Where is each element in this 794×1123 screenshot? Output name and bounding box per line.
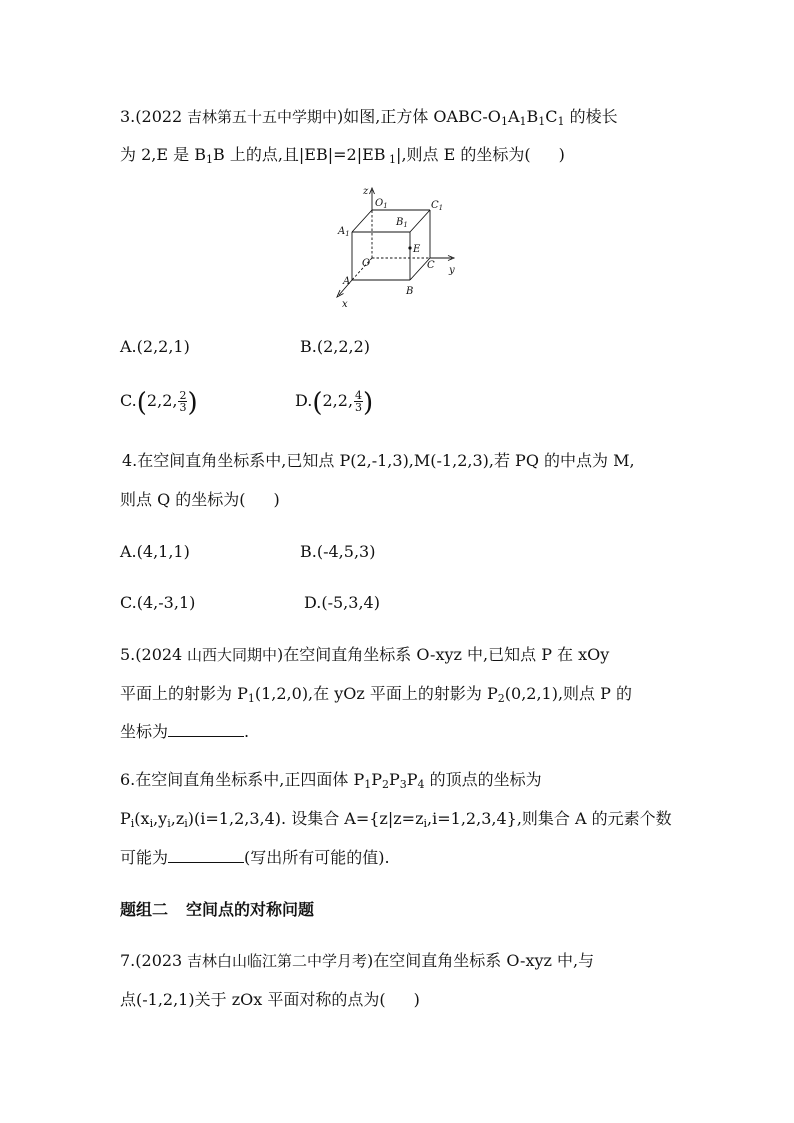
edge-a1-o1 <box>352 210 372 232</box>
label-y: y <box>449 265 455 276</box>
label-a: A <box>343 276 351 287</box>
q6-line2: $P_i(x_i,y_i,z_i)(i=1,2,3,4)$. 设集合 $A=\{z|z=z_i,i=1,2,3,4\}$,则集合 A 的元素个数 <box>120 809 672 830</box>
label-a1: $A_1$ <box>338 226 350 238</box>
cube-figure <box>330 180 470 315</box>
q6-line3: 可能为 (写出所有可能的值). <box>120 848 390 867</box>
q4-option-a[interactable]: A.(4,1,1) <box>120 542 190 561</box>
q5-line1: 5.(2024 山西大同期中)在空间直角坐标系 O-xyz 中,已知点 P 在 xOy <box>120 645 610 664</box>
q4-option-b[interactable]: B.(-4,5,3) <box>300 542 376 561</box>
q5-line3: 坐标为 . <box>120 722 250 741</box>
q3-option-c[interactable]: C.(2,2, $\frac{2}{3}$ ) <box>120 388 198 418</box>
q7-source: 吉林白山临江第二中学月考 <box>182 952 368 970</box>
label-c1: $C_1$ <box>431 200 444 212</box>
fraction: $\frac{2}{3}$ <box>179 389 187 414</box>
q4-line2: 则点 Q 的坐标为( ) <box>120 490 280 509</box>
q5-line2: 平面上的射影为 $P_1(1,2,0)$,在 yOz 平面上的射影为 $P_2(0,2,1)$,则点 P 的 <box>120 684 632 705</box>
label-z: z <box>363 186 369 197</box>
label-e: E <box>413 244 421 255</box>
q7-line1: 7.(2023 吉林白山临江第二中学月考)在空间直角坐标系 O-xyz 中,与 <box>120 951 595 970</box>
label-x: x <box>342 299 348 310</box>
q3-line2: 为 2,E 是 $B_1B$ 上的点,且|EB|=2|EB $_1$|,则点 E 的坐标为( ) <box>120 145 565 166</box>
label-b: B <box>406 286 414 297</box>
label-o: O <box>362 258 371 269</box>
point-e <box>408 246 411 249</box>
q3-option-d[interactable]: D.(2,2, $\frac{4}{3}$ ) <box>295 388 374 418</box>
answer-blank[interactable] <box>168 722 244 737</box>
q3-option-a[interactable]: A.(2,2,1) <box>120 337 190 356</box>
q3-line1: 3.(2022 吉林第五十五中学期中)如图,正方体 OABC-$O_1A_1B_1C_1$ 的棱长 <box>120 107 618 128</box>
fraction: $\frac{4}{3}$ <box>355 389 363 414</box>
label-o1: $O_1$ <box>375 198 388 210</box>
label-b1: $B_1$ <box>396 217 408 229</box>
q3-option-b[interactable]: B.(2,2,2) <box>300 337 371 356</box>
edge-c1-b1 <box>410 210 430 232</box>
q7-line2: 点(-1,2,1)关于 zOx 平面对称的点为( ) <box>120 990 420 1009</box>
section-heading: 题组二 空间点的对称问题 <box>120 900 315 919</box>
q3-source: 吉林第五十五中学期中 <box>182 108 338 126</box>
label-c: C <box>427 260 435 271</box>
answer-blank[interactable] <box>168 848 244 863</box>
q6-line1: 6.在空间直角坐标系中,正四面体 $P_1P_2P_3P_4$ 的顶点的坐标为 <box>120 770 542 791</box>
q4-option-c[interactable]: C.(4,-3,1) <box>120 593 196 612</box>
q4-option-d[interactable]: D.(-5,3,4) <box>304 593 380 612</box>
q4-line1: 4.在空间直角坐标系中,已知点 P(2,-1,3),M(-1,2,3),若 PQ 的中点为 M, <box>122 451 635 470</box>
q5-source: 山西大同期中 <box>182 646 278 664</box>
